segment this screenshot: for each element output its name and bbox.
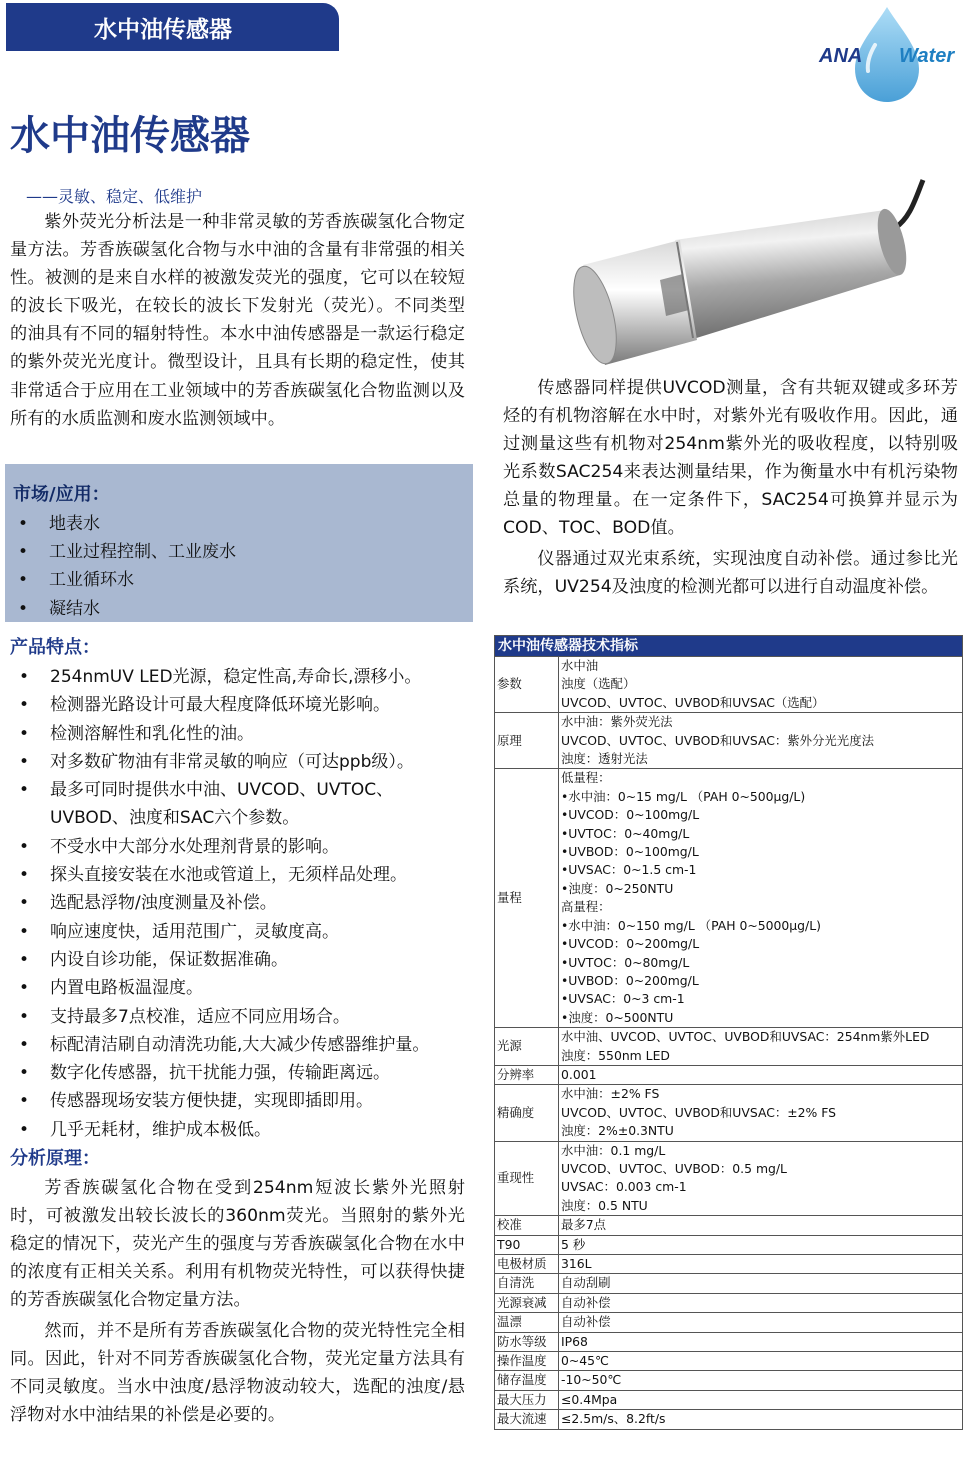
spec-value-line: •水中油：0~150 mg/L （PAH 0~5000μg/L) <box>561 917 821 933</box>
spec-value-line: •水中油：0~15 mg/L （PAH 0~500μg/L) <box>561 788 806 804</box>
spec-value <box>559 1141 963 1216</box>
spec-key: 光源 <box>495 1028 559 1066</box>
spec-value <box>559 1216 963 1235</box>
spec-table <box>494 635 963 1430</box>
spec-value-line: 316L <box>561 1256 592 1271</box>
table-row <box>495 1235 963 1254</box>
page-title: 水中油传感器 <box>10 113 250 159</box>
spec-value-line: 自动补偿 <box>561 1314 611 1330</box>
list-item: • 选配悬浮物/浊度测量及补偿。 <box>12 889 470 917</box>
spec-value-line: 低量程： <box>561 770 611 786</box>
table-row <box>495 1371 963 1390</box>
spec-value-line: UVCOD、UVTOC、UVBOD：0.5 mg/L <box>561 1160 787 1176</box>
spec-key: 量程 <box>495 769 559 1028</box>
market-heading: 市场/应用： <box>13 484 110 505</box>
analysis-paragraph-2: 然而，并不是所有芳香族碳氢化合物的荧光特性完全相同。因此，针对不同芳香族碳氢化合物，荧光定量方法具有不同灵敏度。当水中浊度/悬浮物波动较大，选配的浊度/悬浮物对水中油结果的补偿是必要的。 <box>10 1321 465 1426</box>
spec-value <box>559 1410 963 1429</box>
spec-value-line: -10~50℃ <box>561 1372 622 1388</box>
list-item: • 检测溶解性和乳化性的油。 <box>12 720 470 748</box>
spec-value-line: 自动补偿 <box>561 1294 611 1310</box>
table-row <box>495 1352 963 1371</box>
spec-value-line: •UVCOD：0~100mg/L <box>561 807 700 823</box>
table-row <box>495 657 963 713</box>
list-item: • 工业循环水 <box>11 566 466 594</box>
spec-table-header-row <box>495 636 963 657</box>
intro-paragraph: 紫外荧光分析法是一种非常灵敏的芳香族碳氢化合物定量方法。芳香族碳氢化合物与水中油的含量有非常强的相关性。被测的是来自水样的被激发荧光的强度，它可以在较短的波长下吸光，在较长的波长下发射光（荧光）。不同类型的油具有不同的辐射特性。本水中油传感器是一款运行稳定的紫外荧光光度计。微型设计，且具有长期的稳定性，使其非常适合于应用在工业领域中的芳香族碳氢化合物监测以及所有的水质监测和废水监测领域中。 <box>10 212 465 429</box>
list-item: • 地表水 <box>11 510 466 538</box>
spec-value-line: 水中油：紫外荧光法 <box>561 714 673 730</box>
spec-value <box>559 1028 963 1066</box>
table-row <box>495 1255 963 1274</box>
table-row <box>495 1085 963 1141</box>
table-row <box>495 1293 963 1312</box>
spec-value-line: •UVCOD：0~200mg/L <box>561 936 700 952</box>
logo-text-left: ANA <box>819 45 863 67</box>
spec-value-line: UVSAC：0.003 cm-1 <box>561 1179 687 1195</box>
list-item: • 不受水中大部分水处理剂背景的影响。 <box>12 833 470 861</box>
spec-value-line: 0~45℃ <box>561 1353 609 1369</box>
list-item: • 工业过程控制、工业废水 <box>11 538 466 566</box>
spec-value-line: 高量程： <box>561 899 611 915</box>
analysis-heading: 分析原理： <box>10 1148 100 1169</box>
list-item: • 探头直接安装在水池或管道上，无须样品处理。 <box>12 861 470 889</box>
list-item: • 数字化传感器，抗干扰能力强，传输距离远。 <box>12 1059 470 1087</box>
table-row <box>495 1390 963 1409</box>
spec-value <box>559 657 963 713</box>
spec-value-line: ≤0.4Mpa <box>561 1391 618 1407</box>
spec-value-line: 自动刮刷 <box>561 1275 611 1291</box>
spec-value-line: 浊度：0.5 NTU <box>561 1197 648 1213</box>
spec-value-line: 水中油：0.1 mg/L <box>561 1142 666 1158</box>
list-item: • 响应速度快，适用范围广，灵敏度高。 <box>12 918 470 946</box>
table-row <box>495 1332 963 1351</box>
list-item: • 标配清洁刷自动清洗功能,大大减少传感器维护量。 <box>12 1031 470 1059</box>
spec-key: 储存温度 <box>495 1371 559 1390</box>
spec-value-line: 浊度：550nm LED <box>561 1047 670 1063</box>
spec-value <box>559 1313 963 1332</box>
spec-key: 重现性 <box>495 1141 559 1216</box>
spec-key: 参数 <box>495 657 559 713</box>
spec-value-line: •UVTOC：0~40mg/L <box>561 825 690 841</box>
spec-value-line: 水中油：±2% FS <box>561 1086 660 1102</box>
spec-value-line: 浊度：2%±0.3NTU <box>561 1123 674 1139</box>
spec-value-line: UVCOD、UVTOC、UVBOD和UVSAC：±2% FS <box>561 1104 836 1120</box>
spec-value-line: 水中油 <box>561 658 599 673</box>
spec-value <box>559 1332 963 1351</box>
spec-value-line: 0.001 <box>561 1066 597 1082</box>
spec-value-line: UVCOD、UVTOC、UVBOD和UVSAC（选配） <box>561 694 825 710</box>
compensation-paragraph: 仪器通过双光束系统，实现浊度自动补偿。通过参比光系统，UV254及浊度的检测光都可以进行自动温度补偿。 <box>503 549 958 598</box>
list-item: • 检测器光路设计可最大程度降低环境光影响。 <box>12 691 470 719</box>
spec-value-line: •UVSAC：0~3 cm-1 <box>561 991 685 1007</box>
table-row <box>495 1274 963 1293</box>
spec-value-line: •UVBOD：0~100mg/L <box>561 844 699 860</box>
spec-value-line: •浊度：0~250NTU <box>561 880 674 896</box>
market-box <box>5 464 473 622</box>
spec-value-line: ≤2.5m/s、8.2ft/s <box>561 1411 666 1427</box>
list-item: • 凝结水 <box>11 595 466 623</box>
table-row <box>495 1141 963 1216</box>
spec-value-line: 浊度：透射光法 <box>561 751 648 767</box>
spec-value <box>559 1235 963 1254</box>
spec-key: T90 <box>495 1235 559 1254</box>
spec-value-line: •UVTOC：0~80mg/L <box>561 954 690 970</box>
list-item: • 254nmUV LED光源，稳定性高,寿命长,漂移小。 <box>12 663 470 691</box>
spec-key: 操作温度 <box>495 1352 559 1371</box>
spec-value-line: UVCOD、UVTOC、UVBOD和UVSAC：紫外分光光度法 <box>561 732 874 748</box>
spec-key: 原理 <box>495 713 559 769</box>
list-item: • 几乎无耗材，维护成本极低。 <box>12 1116 470 1144</box>
features-heading: 产品特点： <box>10 637 100 658</box>
spec-value <box>559 1065 963 1084</box>
market-list <box>11 510 466 623</box>
table-row <box>495 1028 963 1066</box>
spec-value-line: 最多7点 <box>561 1217 607 1233</box>
spec-key: 自清洗 <box>495 1274 559 1293</box>
spec-table-title: 水中油传感器技术指标 <box>495 636 963 657</box>
spec-value <box>559 1390 963 1409</box>
spec-key: 最大压力 <box>495 1390 559 1409</box>
table-row <box>495 769 963 1028</box>
spec-key: 温漂 <box>495 1313 559 1332</box>
spec-value-line: 浊度（选配） <box>561 676 636 692</box>
table-row <box>495 713 963 769</box>
spec-value <box>559 1293 963 1312</box>
banner-label: 水中油传感器 <box>94 17 232 43</box>
spec-value-line: •浊度：0~500NTU <box>561 1009 674 1025</box>
ana-water-logo <box>815 5 960 105</box>
sensor-image <box>565 170 955 375</box>
logo-text-right: Water <box>899 45 955 67</box>
table-row <box>495 1313 963 1332</box>
uvcod-paragraph: 传感器同样提供UVCOD测量，含有共轭双键或多环芳烃的有机物溶解在水中时，对紫外光有吸收作用。因此，通过测量这些有机物对254nm紫外光的吸收程度，以特别吸光系数SAC254来表达测量结果，作为衡量水中有机污染物总量的物理量。在一定条件下，SAC254可换算并显示为COD、TOC、BOD值。 <box>503 378 958 539</box>
spec-value <box>559 1274 963 1293</box>
spec-value-line: 5 秒 <box>561 1236 586 1252</box>
spec-table-body <box>495 657 963 1430</box>
spec-value <box>559 713 963 769</box>
spec-key: 校准 <box>495 1216 559 1235</box>
spec-value-line: 水中油、UVCOD、UVTOC、UVBOD和UVSAC：254nm紫外LED <box>561 1029 930 1045</box>
spec-key: 精确度 <box>495 1085 559 1141</box>
table-row <box>495 1216 963 1235</box>
spec-value <box>559 1085 963 1141</box>
list-item: • 内设自诊功能，保证数据准确。 <box>12 946 470 974</box>
list-item: • 最多可同时提供水中油、UVCOD、UVTOC、UVBOD、浊度和SAC六个参数。 <box>12 776 470 833</box>
spec-key: 最大流速 <box>495 1410 559 1429</box>
spec-value <box>559 769 963 1028</box>
list-item: • 对多数矿物油有非常灵敏的响应（可达ppb级）。 <box>12 748 470 776</box>
spec-value <box>559 1352 963 1371</box>
spec-key: 防水等级 <box>495 1332 559 1351</box>
spec-value-line: •UVSAC：0~1.5 cm-1 <box>561 862 697 878</box>
analysis-paragraph-1: 芳香族碳氢化合物在受到254nm短波长紫外光照射时，可被激发出较长波长的360nm荧光。当照射的紫外光稳定的情况下，荧光产生的强度与芳香族碳氢化合物在水中的浓度有正相关关系。利用有机物荧光特性，可以获得快捷的芳香族碳氢化合物定量方法。 <box>10 1178 465 1311</box>
list-item: • 支持最多7点校准，适应不同应用场合。 <box>12 1003 470 1031</box>
header-banner <box>6 3 339 51</box>
spec-value-line: IP68 <box>561 1333 588 1349</box>
spec-value <box>559 1371 963 1390</box>
spec-value <box>559 1255 963 1274</box>
spec-value-line: •UVBOD：0~200mg/L <box>561 972 699 988</box>
list-item: • 内置电路板温湿度。 <box>12 974 470 1002</box>
table-row <box>495 1410 963 1429</box>
list-item: • 传感器现场安装方便快捷，实现即插即用。 <box>12 1087 470 1115</box>
page-subtitle: ——灵敏、稳定、低维护 <box>26 187 203 206</box>
spec-key: 分辨率 <box>495 1065 559 1084</box>
features-list <box>12 663 470 1144</box>
spec-key: 电极材质 <box>495 1255 559 1274</box>
table-row <box>495 1065 963 1084</box>
spec-key: 光源衰减 <box>495 1293 559 1312</box>
